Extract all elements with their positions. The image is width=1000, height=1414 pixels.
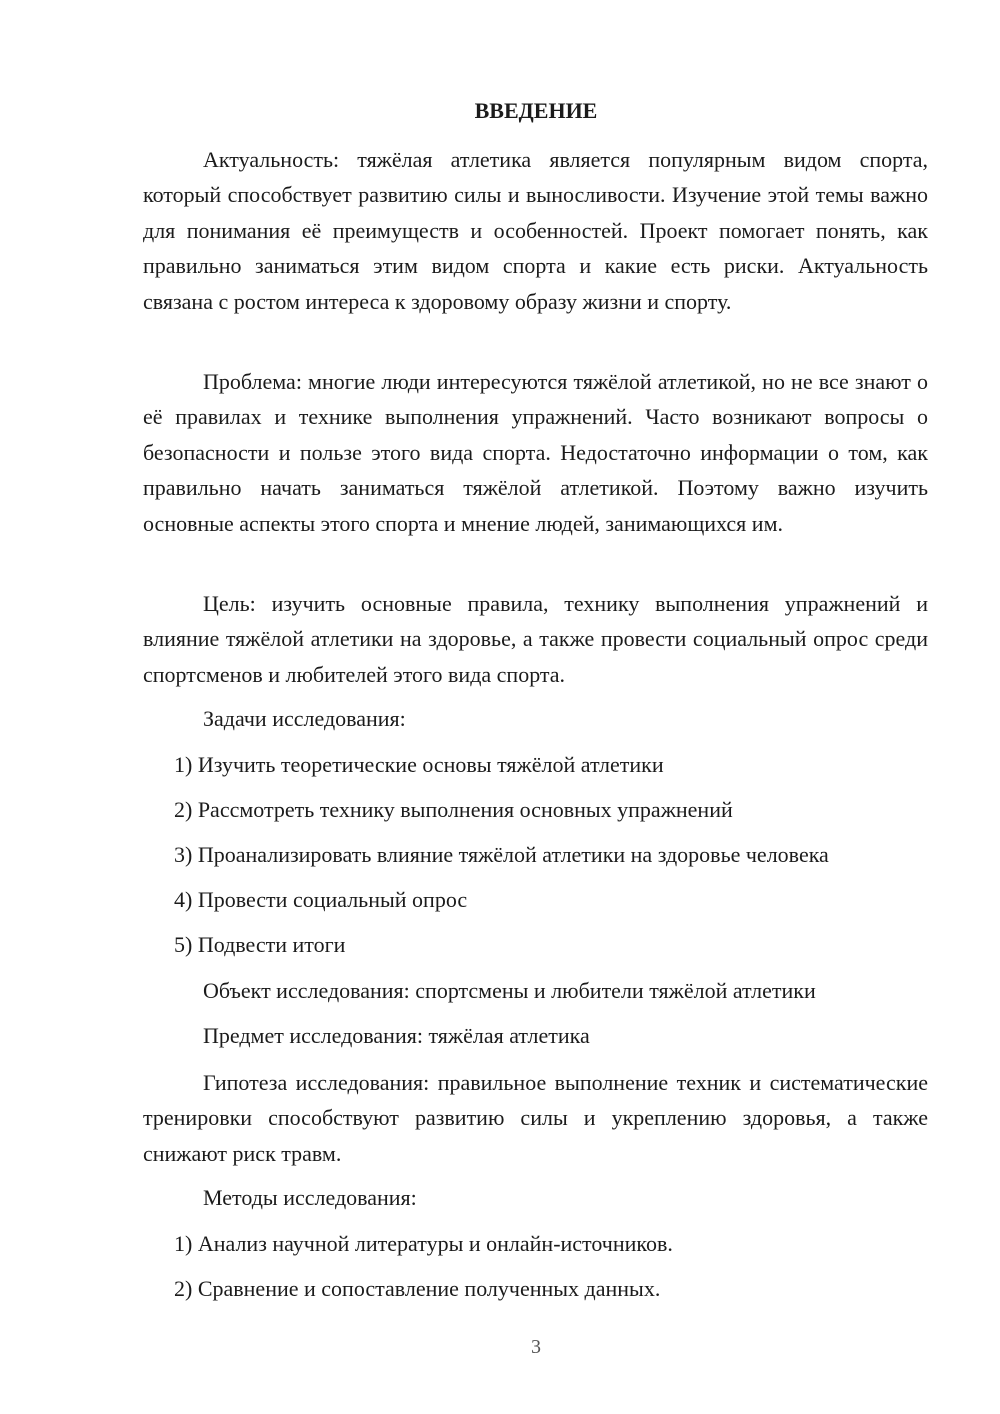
task-item: 1) Изучить теоретические основы тяжёлой атлетики bbox=[174, 752, 664, 777]
paragraph-relevance: Актуальность: тяжёлая атлетика является популярным видом спорта, который способствует развитию силы и выносливости. Изучение этой темы важно для понимания её преимуществ и особенностей. Проект помогает понять, как правильно заниматься этим видом спорта и какие есть риски. Актуальность связана с ростом интереса к здоровому образу жизни и спорту. bbox=[143, 147, 928, 314]
paragraph-goal: Цель: изучить основные правила, технику выполнения упражнений и влияние тяжёлой атлетики на здоровье, а также провести социальный опрос среди спортсменов и любителей этого вида спорта. bbox=[143, 591, 928, 687]
method-item: 2) Сравнение и сопоставление полученных данных. bbox=[174, 1276, 661, 1301]
task-item: 2) Рассмотреть технику выполнения основных упражнений bbox=[174, 797, 733, 822]
research-subject: Предмет исследования: тяжёлая атлетика bbox=[203, 1023, 590, 1048]
task-item: 4) Провести социальный опрос bbox=[174, 887, 468, 912]
task-item: 3) Проанализировать влияние тяжёлой атлетики на здоровье человека bbox=[174, 842, 829, 867]
paragraph-hypothesis: Гипотеза исследования: правильное выполнение техник и систематические тренировки способствуют развитию силы и укреплению здоровья, а также снижают риск травм. bbox=[143, 1070, 928, 1166]
page-number: 3 bbox=[531, 1336, 541, 1358]
research-object: Объект исследования: спортсмены и любители тяжёлой атлетики bbox=[203, 978, 816, 1003]
task-item: 5) Подвести итоги bbox=[174, 932, 346, 957]
paragraph-problem: Проблема: многие люди интересуются тяжёлой атлетикой, но не все знают о её правилах и технике выполнения упражнений. Часто возникают вопросы о безопасности и пользе этого вида спорта. Недостаточно информации о том, как правильно начать заниматься тяжёлой атлетикой. Поэтому важно изучить основные аспекты этого спорта и мнение людей, занимающихся им. bbox=[143, 369, 928, 536]
method-item: 1) Анализ научной литературы и онлайн-источников. bbox=[174, 1231, 673, 1256]
methods-heading: Методы исследования: bbox=[203, 1185, 417, 1210]
tasks-heading: Задачи исследования: bbox=[203, 706, 406, 731]
section-title: ВВЕДЕНИЕ bbox=[474, 98, 598, 123]
